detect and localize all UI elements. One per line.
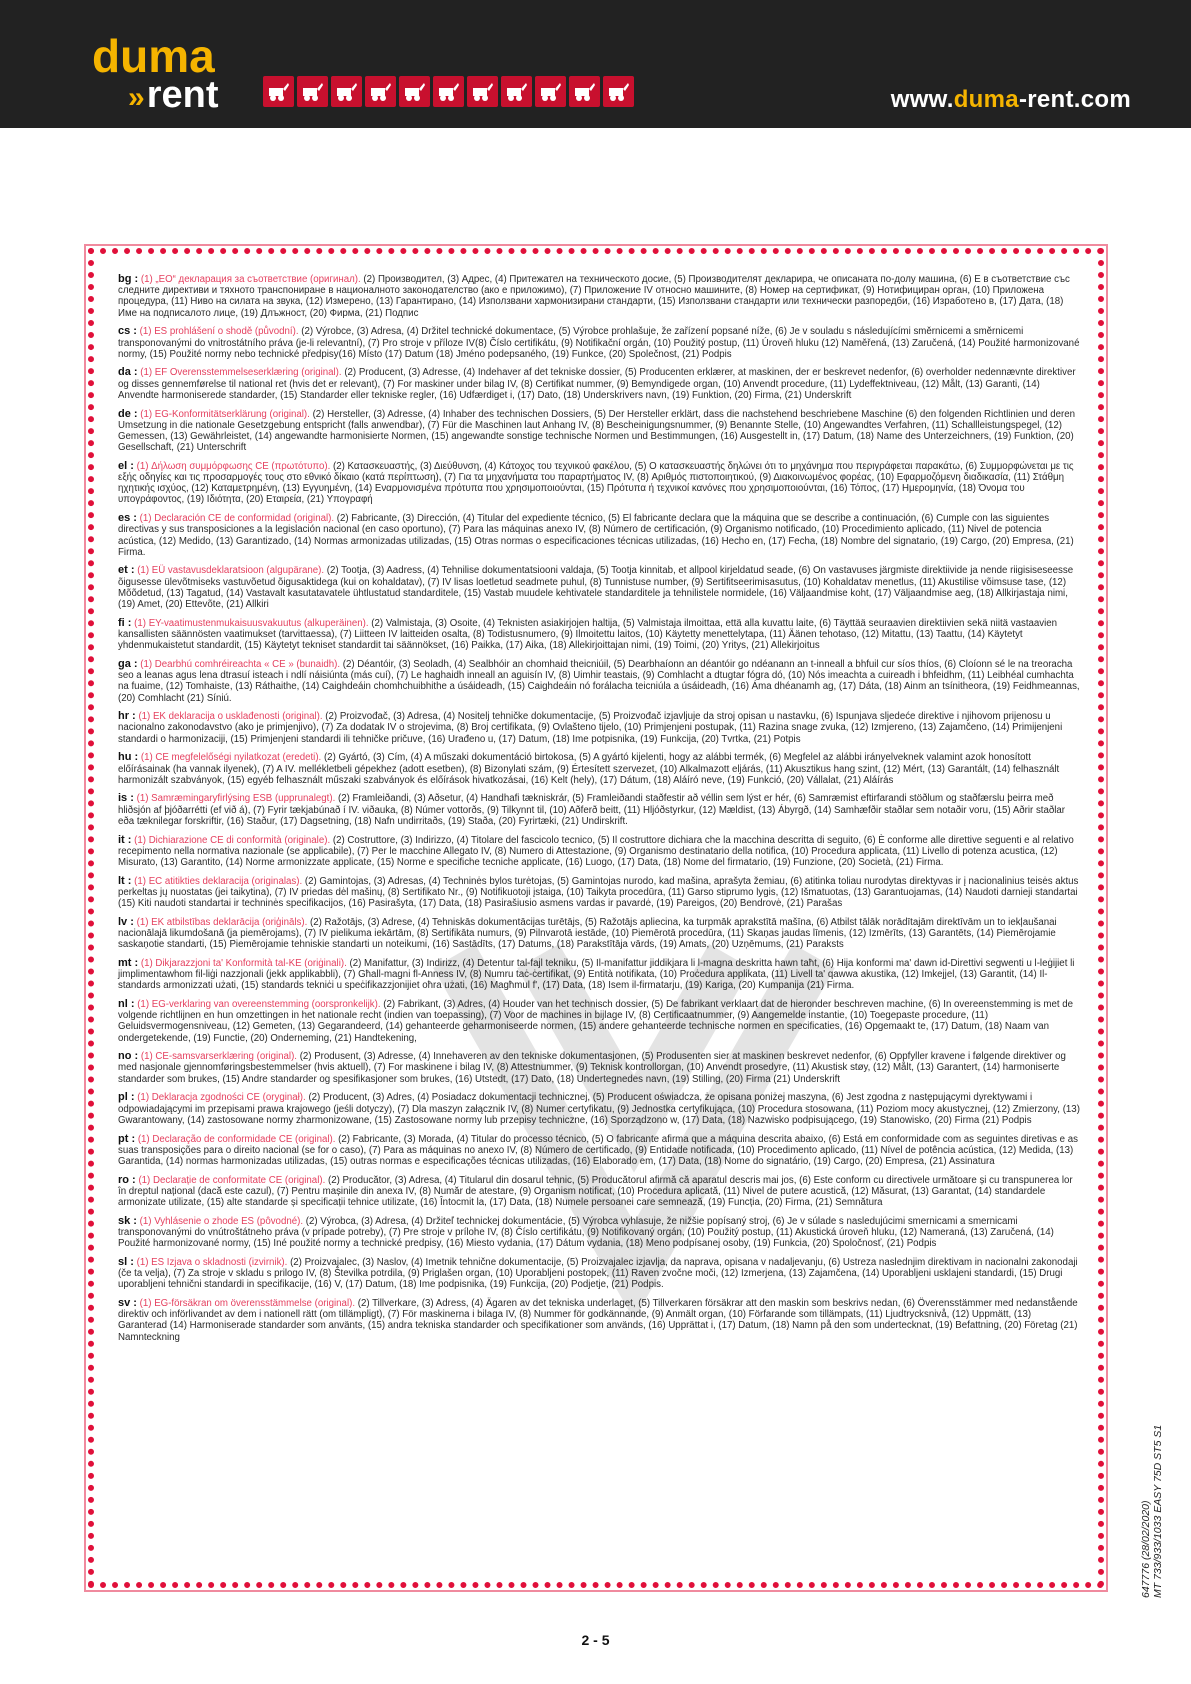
declaration-entry [118,659,1082,704]
declaration-title: (1) CE megfelelőségi nyilatkozat (eredeti). [140,752,322,764]
declaration-title: (1) Declarație de conformitate CE (original). [138,1174,326,1186]
declaration-entry [118,1134,1082,1168]
declaration-body: (2) Výrobca, (3) Adresa, (4) Držiteľ technickej dokumentácie, (5) Výrobca vyhlasuje, že nižšie popísaný stroj, (6) Je v súlade s nasledujúcimi smernicami a smernicami transponovanými do vnútroštátneho práva (v prípade potreby), (7) Pre stroje v prílohe IV, (8) Číslo certifikátu, (9) Notifikovaný orgán, (10) Použitý postup, (11) Akustická úroveň hluku, (12) Nameraná, (13) Zaručená, (14) Použité harmonizované normy, (15) Iné použité normy a technické predpisy, (16) Miesto vydania, (17) Dátum vydania, (18) Meno podpísanej osoby, (19) Funkcia, (20) Spoločnosť, (21) Podpis [118,1215,1054,1250]
logo-rent-text: rent [146,74,219,116]
declaration-title: (1) EC atitikties deklaracija (originalas). [134,875,303,887]
declaration-body: (2) Tillverkare, (3) Adress, (4) Ägaren av det tekniska underlaget, (5) Tillverkaren försäkrar att den maskin som beskrivs nedan, (6) Överensstämmer med nedanstående direktiv och införlivandet av dem i nationell rätt (om tillämpligt), (7) För maskinerna i bilaga IV, (8) Nummer för godkännande, (9) Anmält organ, (10) Förfarande som tillämpats, (11) Ljudtrycksnivå, (12) Uppmätt, (13) Garanterad (14) Harmoniserade standarder som använts, (15) andra tekniska standarder och specifikationer som används, (16) Upprättat i, (17) Datum, (18) Namn på den som undertecknat, (19) Befattning, (20) Företag (21) Namnteckning [118,1297,1078,1343]
document-reference [1140,1425,1164,1598]
ce-declaration-box [88,248,1104,1588]
doc-ref-date: 647776 (28/02/2020) [1140,1500,1152,1598]
declaration-body: (2) Framleiðandi, (3) Aðsetur, (4) Handhafi tækniskrár, (5) Framleiðandi staðfestir að véllin sem lýst er hér, (6) Samræmist eftirfarandi stöðlum og staðfærslu þeirra með hliðsjón af þjóðarrétti (ef við á), (7) Fyrir tækjabúnað í IV. viðauka, (8) Númer vottorðs, (9) Tilkynnt til, (10) Aðferð beitt, (11) Hljóðstyrkur, (12) Mældist, (13) Ábyrgð, (14) Samhæfðir staðlar sem notaðir voru, (15) Aðrir staðlar eða tæknilegar forskriftir, (16) Staður, (17) Dagsetning, (18) Nafn undirritaðs, (19) Staða, (20) Fyrirtæki, (21) Undirskrift. [118,793,1066,827]
compactor-icon[interactable] [331,76,362,107]
url-brand: duma [953,86,1019,113]
forklift-icon[interactable] [365,76,396,107]
page-number: 2 - 5 [581,1632,610,1648]
declaration-entry [118,367,1082,401]
language-entries-list [118,274,1082,1343]
declaration-title: (1) ES prohlášení o shodě (původní). [139,326,299,338]
duma-rent-logo[interactable] [92,30,219,117]
language-code: lv : [118,915,134,928]
crane-arm-icon[interactable] [569,76,600,107]
declaration-entry [118,618,1082,652]
declaration-body: (2) Fabricante, (3) Morada, (4) Titular do processo técnico, (5) O fabricante afirma que a máquina descrita abaixo, (6) Está em conformidade com as seguintes diretivas e as suas transposições para o direito nacional (se for o caso), (7) Para as máquinas no anexo IV, (8) Número de certificado, (9) Entidade notificada, (10) Procedimento aplicado, (11) Nível de potência acústica, (12) Medida, (13) Garantida, (14) normas harmonizadas utilizadas, (15) outras normas e especificações técnicas utilizadas, (16) Elaborado em, (17) Data, (18) Nome do signatário, (19) Cargo, (20) Empresa, (21) Assinatura [118,1133,1078,1167]
language-code: fi : [118,616,132,629]
declaration-body: (2) Manifattur, (3) Indirizz, (4) Detentur tal-fajl tekniku, (5) Il-manifattur jiddikjara li l-magna deskritta hawn taħt, (6) Hija konformi ma' dawn id-Direttivi segwenti u l-leġijiet li jimplimentawhom fil-liġi nazzjonali (jekk applikabbli), (7) Għall-magni fl-Anness IV, (8) Numru taċ-ċertifikat, (9) Entità notifikata, (10) Proċedura applikata, (11) Livell ta' qawwa akustika, (12) Imkejjel, (13) Garantit, (14) Il-standards armonizzati użati, (15) standards tekniċi u speċifikazzjonijiet oħra użati, (16) Magħmul f', (17) Data, (18) Isem il-firmatarju, (19) Kariga, (20) Kumpanija (21) Firma. [118,957,1075,992]
declaration-title: (1) EG-verklaring van overeenstemming (oorspronkelijk). [137,998,381,1010]
website-url[interactable] [891,86,1131,114]
language-code: lt : [118,874,132,887]
declaration-entry [118,752,1082,786]
declaration-title: (1) Δήλωση συμμόρφωσης CE (πρωτότυπο). [136,460,331,472]
declaration-body: (2) Gyártó, (3) Cím, (4) A műszaki dokumentáció birtokosa, (5) A gyártó kijelenti, hogy az alábbi termék, (6) Megfelel az alábbi irányelveknek valamint azok honosított előírásainak (ha vannak ilyenek), (7) A IV. mellékletbeli gépekhez (adott esetben), (8) Bizonylati szám, (9) Értesített szervezet, (10) Alkalmazott eljárás, (11) Akusztikus hang szint, (12) Mért, (13) Garantált, (14) felhasznált harmonizált szabványok, (15) egyéb felhasznált műszaki szabványok és előírások hivatkozásai, (16) Kelt (hely), (17) Dátum, (18) Aláíró neve, (19) Funkció, (20) Vállalat, (21) Aláírás [118,752,1060,786]
declaration-title: (1) Deklaracja zgodności CE (oryginał). [137,1092,306,1104]
logo-arrow: » [128,81,145,114]
excavator-icon[interactable] [467,76,498,107]
declaration-entry [118,1175,1082,1209]
declaration-body: (2) Výrobce, (3) Adresa, (4) Držitel technické dokumentace, (5) Výrobce prohlašuje, že zařízení popsané níže, (6) Je v souladu s následujícími směrnicemi a směrnicemi transponovanými do vnitrostátního práva (je-li relevantní), (7) Pro stroje v příloze IV(8) Číslo certifikátu, (9) Notifikační orgán, (10) Použitý postup, (11) Úroveň hluku (12) Naměřená, (13) Zaručená, (14) Použité harmonizované normy, (15) Použité normy nebo technické předpisy(16) Místo (17) Datum (18) Jméno podepsaného, (19) Funkce, (20) Společnost, (21) Podpis [118,326,1080,360]
language-code: de : [118,407,138,420]
declaration-body: (2) Fabrikant, (3) Adres, (4) Houder van het technisch dossier, (5) De fabrikant verklaart dat de hieronder beschreven machine, (6) In overeenstemming is met de volgende richtlijnen en hun omzettingen in het nationale recht (indien van toepassing), (7) Voor de machines in bijlage IV, (8) Certificaatnummer, (9) Aangemelde instantie, (10) Toegepaste procedure, (11) Geluidsvermogensniveau, (12) Gemeten, (13) Gegarandeerd, (14) gehanteerde geharmoniseerde normen, (15) andere gehanteerde technische normen en specificaties, (16) Opgemaakt te, (17) Datum, (18) Naam van ondergetekende, (19) Functie, (20) Onderneming, (21) Handtekening, [118,998,1074,1044]
language-code: hu : [118,751,139,764]
declaration-title: (1) Samræmingaryfirlýsing ESB (upprunalegt). [136,793,336,805]
language-code: bg : [118,273,139,285]
declaration-body: (2) Costruttore, (3) Indirizzo, (4) Titolare del fascicolo tecnico, (5) Il costruttore dichiara che la macchina descritta di seguito, (6) È conforme alle direttive seguenti e al relativo recepimento nella normativa nazionale (se applicabile), (7) Per le macchine Allegato IV, (8) Numero di Attestazione, (9) Organismo destinatario della notifica, (10) Procedura applicata, (11) Livello di potenza acustica, (12) Misurato, (13) Garantito, (14) Norme armonizzate applicate, (15) Norme e specifiche tecniche applicate, (16) Luogo, (17) Data, (18) Nome del firmatario, (19) Funzione, (20) Società, (21) Firma. [118,834,1074,868]
language-code: ga : [118,657,138,670]
language-code: sk : [118,1214,137,1227]
language-code: it : [118,833,132,846]
declaration-entry [118,793,1082,827]
declaration-body: (2) Fabricante, (3) Dirección, (4) Titular del expediente técnico, (5) El fabricante declara que la máquina que se describe a continuación, (6) Cumple con las siguientes directivas y sus transposiciones a la legislación nacional (en caso oportuno), (7) Para las máquinas anexo IV, (8) Número de certificación, (9) Organismo notificado, (10) Procedimiento aplicado, (11) Nivel de potencia acústica, (12) Medido, (13) Garantizado, (14) Normas armonizadas utilizadas, (15) Otras normas o especificaciones técnicas utilizadas, (16) Hecho en, (17) Fecha, (18) Nombre del signatario, (19) Cargo, (20) Empresa, (21) Firma. [118,513,1074,558]
declaration-title: (1) EK deklaracija o usklađenosti (original). [138,711,323,723]
url-prefix: www. [890,86,954,113]
declaration-title: (1) „ЕО“ декларация за съответствие (оригинал). [140,274,361,285]
language-code: sv : [118,1296,137,1309]
language-code: pt : [118,1132,136,1145]
declaration-entry [118,274,1082,319]
declaration-entry [118,1257,1082,1291]
machine-icons-strip [263,76,634,107]
language-code: hr : [118,710,136,723]
declaration-title: (1) Declaração de conformidade CE (original). [137,1133,336,1145]
declaration-title: (1) ES Izjava o skladnosti (izvirnik). [136,1256,288,1268]
declaration-title: (1) EK atbilstības deklarācija (oriģināls). [136,916,308,928]
declaration-body: (2) Valmistaja, (3) Osoite, (4) Teknisten asiakirjojen haltija, (5) Valmistaja ilmoittaa, että alla kuvattu laite, (6) Täyttää seuraavien direktiivien sekä niitä vastaavien kansallisten säännösten vaatimukset (tarvittaessa), (7) Liitteen IV laitteiden osalta, (8) Todistusnumero, (9) Ilmoitettu laitos, (10) Käytetty menettelytapa, (11) Äänen tehotaso, (12) Mitattu, (13) Taattu, (14) Käytetyt yhdenmukaistetut standardit, (15) Käytetyt tekniset standardit tai säännökset, (16) Paikka, (17) Aika, (18) Allekirjoittajan nimi, (19) Toimi, (20) Yritys, (21) Allekirjoitus [118,617,1058,652]
declaration-title: (1) EÜ vastavusdeklaratsioon (algupärane). [137,565,325,577]
url-suffix: -rent.com [1018,86,1131,113]
declaration-title: (1) Dikjarazzjoni ta' Konformità tal-KE (oriġinali). [140,957,347,969]
declaration-title: (1) Dichiarazione CE di conformità (originale). [134,834,331,846]
declaration-entry [118,958,1082,992]
declaration-body: (2) Производител, (3) Адрес, (4) Притежател на техническото досие, (5) Производителят декларира, че описаната по-долу машина, (6) Е в съответствие със следните директиви и тяхното транспониране в националното законодателство (ако е приложимо), (7) Приложение IV относно машините, (8) Номер на сертификат, (9) Нотифициран орган, (10) Приложена процедура, (11) Ниво на силата на звука, (12) Измерено, (13) Гарантирано, (14) Използвани хармонизирани стандарти, (15) Използвани стандарти или технически разпоредби, (16) Изработено в, (17) Дата, (18) Име на подписалото лице, (19) Длъжност, (20) Фирма, (21) Подпис [118,274,1070,319]
declaration-title: (1) Declaración CE de conformidad (original). [139,513,335,525]
language-code: da : [118,366,138,379]
declaration-body: (2) Hersteller, (3) Adresse, (4) Inhaber des technischen Dossiers, (5) Der Hersteller erklärt, dass die nachstehend beschriebene Maschine (6) den folgenden Richtlinien und deren Umsetzung in die nationale Gesetzgebung entspricht (falls anwendbar), (7) Für die Maschinen laut Anhang IV, (8) Bescheinigungsnummer, (9) Benannte Stelle, (10) Angewandtes Verfahren, (11) Schallleistungspegel, (12) Gemessen, (13) Gewährleistet, (14) angewandte harmonisierte Normen, (15) angewandte sonstige technische Normen und Bestimmungen, (16) Ausgestellt in, (17) Datum, (18) Name des Unterzeichners, (19) Funktion, (20) Gesellschaft, (21) Unterschrift [118,408,1076,454]
declaration-body: (2) Producent, (3) Adres, (4) Posiadacz dokumentacji technicznej, (5) Producent oświadcza, że opisana poniżej maszyna, (6) Jest zgodna z następującymi dyrektywami i odpowiadającymi im przepisami prawa krajowego (jeśli dotyczy), (7) Dla maszyn załącznik IV, (8) Numer certyfikatu, (9) Jednostka certyfikująca, (10) Procedura stosowana, (11) Poziom mocy akustycznej, (12) Zmierzony, (13) Gwarantowany, (14) zastosowane normy zharmonizowane, (15) Zastosowane normy lub przepisy techniczne, (16) Sporządzono w, (17) Data, (18) Nazwisko podpisującego, (19) Stanowisko, (20) Firma (21) Podpis [118,1092,1080,1126]
declaration-title: (1) EF Overensstemmelseserklæring (original). [140,367,342,379]
declaration-entry [118,876,1082,910]
logo-word-duma: duma [92,30,215,82]
declaration-entry [118,711,1082,745]
language-code: pl : [118,1091,135,1104]
scissor-lift-icon[interactable] [297,76,328,107]
declaration-body: (2) Tootja, (3) Aadress, (4) Tehnilise dokumentatsiooni valdaja, (5) Tootja kinnitab, et allpool kirjeldatud seade, (6) On vastavuses järgmiste direktiivide ja nende riigisiseseesse õigusesse ülevõtmiseks vastuvõetud õigusaktidega (kui on kohaldatav), (7) IV lisas loetletud seadmete puhul, (8) Tunnistuse number, (9) Sertifitseerimisasutus, (10) Kohaldatav menetlus, (11) Akustilise võimsuse tase, (12) Mõõdetud, (13) Tagatud, (14) Vastavalt kasutatavatele ühtlustatud standarditele, (15) Vastab muudele kehtivatele standarditele ja tehnilistele normidele, (16) Väljaandmise koht, (17) Väljaandmise aeg, (18) Allkirjastaja nimi, (19) Amet, (20) Ettevõte, (21) Allkiri [118,565,1074,611]
declaration-entry [118,1051,1082,1085]
declaration-title: (1) CE-samsvarserklæring (original). [140,1051,297,1063]
declaration-entry [118,513,1082,558]
language-code: no : [118,1050,139,1063]
declaration-body: (2) Producător, (3) Adresa, (4) Titularul din dosarul tehnic, (5) Producătorul afirmă că aparatul descris mai jos, (6) Este conform cu directivele următoare și cu transpunerea lor în dreptul național (dacă este cazul), (7) Pentru mașinile din anexa IV, (8) Număr de atestare, (9) Organism notificat, (10) Procedura aplicată, (11) Nivel de putere acustică, (12) Măsurat, (13) Garantat, (14) standardele armonizate utilizate, (15) alte standarde și specificații tehnice utilizate, (16) Întocmit la, (17) Data, (18) Numele persoanei care semnează, (19) Funcția, (20) Firma, (21) Semnătura [118,1174,1073,1209]
declaration-entry [118,1092,1082,1126]
doc-ref-models: MT 733/933/1033 EASY 75D ST5 S1 [1152,1424,1164,1598]
declaration-entry [118,461,1082,506]
declaration-title: (1) Dearbhú comhréireachta « CE » (bunaidh). [140,658,341,670]
declaration-title: (1) EG-försäkran om överensstämmelse (original). [139,1297,356,1309]
language-code: sl : [118,1255,134,1268]
declaration-entry [118,326,1082,360]
logo-word-rent [128,76,218,117]
language-code: mt : [118,956,139,969]
declaration-body: (2) Proizvođač, (3) Adresa, (4) Nositelj tehničke dokumentacije, (5) Proizvođač izjavljuje da stroj opisan u nastavku, (6) Ispunjava sljedeće direktive i njihovom prijenosu u nacionalno zakonodavstvo (ako je primjenjivo), (7) Za dodatak IV o strojevima, (8) Broj certifikata, (9) Ovlašteno tijelo, (10) Primjenjeni postupak, (11) Razina snage zvuka, (12) Izmjereno, (13) Zajamčeno, (14) Primijenjeni standardi o harmonizaciji, (15) Primjenjeni standardi ili tehničke pričuve, (16) Urađeno u, (17) Datum, (18) Ime potpisnika, (19) Funkcija, (20) Tvrtka, (21) Potpis [118,711,1063,745]
language-code: et : [118,564,135,577]
roller-icon[interactable] [433,76,464,107]
declaration-body: (2) Déantóir, (3) Seoladh, (4) Sealbhóir an chomhaid theicniúil, (5) Dearbhaíonn an déantóir go ndéanann an t-inneall a bhfuil cur síos thíos, (6) Cloíonn sé le na treoracha seo a leanas agus lena dtrasuí isteach i ndlí náisiúnta (más cuí), (7) Le haghaidh inneall an aguisín IV, (8) Uimhir teastais, (9) Comhlacht a dtugtar fógra dó, (10) Nós imeachta a cuireadh i bhfeidhm, (11) Leibhéal cumhachta na fuaime, (12) Tomhaiste, (13) Ráthaithe, (14) Caighdeáin chomhchuibhithe a úsáideadh, (15) Caighdeáin nó forálacha teicniúla a úsáideadh, (16) Áma dhéanamh ag, (17) Dáta, (18) Ainm an tsínitheora, (19) Feidhmeannas, (20) Comhlacht (21) Síniú. [118,658,1080,704]
declaration-entry [118,999,1082,1044]
header-bar [0,0,1191,128]
declaration-body: (2) Ražotājs, (3) Adrese, (4) Tehniskās dokumentācijas turētājs, (5) Ražotājs apliecina, ka turpmāk aprakstītā mašīna, (6) Atbilst tālāk norādītajām direktīvām un to iekļaušanai nacionālajā likumdošanā (ja piemērojams), (7) IV pielikuma iekārtām, (8) Sertifikāta numurs, (9) Pilnvarotā iestāde, (10) Piemērotā procedūra, (11) Skaņas jaudas līmenis, (12) Izmērīts, (13) Garantēts, (14) Piemērojamie saskaņotie standarti, (15) Piemērojamie tehniskie standarti un noteikumi, (16) Sastādīts, (17) Datums, (18) Parakstītāja vārds, (19) Amats, (20) Uzņēmums, (21) Paraksts [118,916,1057,951]
mini-excavator-icon[interactable] [501,76,532,107]
language-code: ro : [118,1173,136,1186]
language-code: nl : [118,997,135,1010]
declaration-entry [118,1216,1082,1250]
language-code: cs : [118,325,137,338]
declaration-body: (2) Producent, (3) Adresse, (4) Indehaver af det tekniske dossier, (5) Producenten erklærer, at maskinen, der er beskrevet nedenfor, (6) overholder nedennævnte direktiver og disses gennemførelse til national ret (hvis det er relevant), (7) For maskiner under bilag IV, (8) Certifikat nummer, (9) Bemyndigede organ, (10) Anvendt procedure, (11) Lydeffektniveau, (12) Målt, (13) Garanti, (14) Anvendte harmoniserede standarder, (15) Standarder eller tekniske regler, (16) Udfærdiget i, (17) Dato, (18) Underskrivers navn, (19) Funktion, (20) Firma, (21) Underskrift [118,367,1076,401]
declaration-body: (2) Gamintojas, (3) Adresas, (4) Techninės bylos turėtojas, (5) Gamintojas nurodo, kad mašina, aprašyta žemiau, (6) atitinka toliau nurodytas direktyvas ir į nacionalinius teisės aktus perkeltas jų nuostatas (jei taikytina), (7) IV priedas dėl mašinų, (8) Sertifikato Nr., (9) Notifikuotoji įstaiga, (10) Taikyta procedūra, (11) Garso stiprumo lygis, (12) Išmatuotas, (13) Garantuojamas, (14) Naudoti darnieji standartai (15) Kiti naudoti standartai ir techninės specifikacijos, (16) Pasirašyta, (17) Data, (18) Pasirašiusio asmens vardas ir pavardė, (19) Pareigos, (20) Bendrovė, (21) Parašas [118,875,1079,910]
declaration-body: (2) Κατασκευαστής, (3) Διεύθυνση, (4) Κάτοχος του τεχνικού φακέλου, (5) Ο κατασκευαστής δηλώνει ότι το μηχάνημα που περιγράφεται παρακάτω, (6) Συμμορφώνεται με τις εξής οδηγίες και τις προσαρμογές τους στο εθνικό δίκαιο (κατά περίπτωση), (7) Για τα μηχανήματα του παραρτήματος IV, (8) Αριθμός πιστοποιητικού, (9) Διακοινωμένος φορέας, (10) Εφαρμοζόμενη διαδικασία, (11) Στάθμη ηχητικής ισχύος, (12) Καταμετρημένη, (13) Εγγυημένη, (14) Εναρμονισμένα πρότυπα που χρησιμοποιούνται, (15) Πρότυπα ή τεχνικοί κανόνες που χρησιμοποιούνται, (16) Τόπος, (17) Ημερομηνία, (18) Όνομα του υπογράφοντος, (19) Ιδιότητα, (20) Εταιρεία, (21) Υπογραφή [118,460,1074,506]
declaration-body: (2) Produsent, (3) Adresse, (4) Innehaveren av den tekniske dokumentasjonen, (5) Produsenten sier at maskinen beskrevet nedenfor, (6) Oppfyller kravene i følgende direktiver og med nasjonale gjennomføringsbestemmelser (hvis aktuell), (7) For maskinene i bilag IV, (8) Attestnummer, (9) Teknisk kontrollorgan, (10) Anvendt prosedyre, (11) Akustisk støy, (12) Målt, (13) Garantert, (14) harmoniserte standarder som brukes, (15) Andre standarder og spesifikasjoner som brukes, (16) Utstedt, (17) Dato, (18) Undertegnedes navn, (19) Stilling, (20) Firma (21) Underskrift [118,1051,1066,1085]
declaration-entry [118,565,1082,610]
declaration-entry [118,835,1082,869]
boom-lift-icon[interactable] [535,76,566,107]
language-code: is : [118,792,134,805]
declaration-entry [118,1298,1082,1343]
language-code: es : [118,512,137,525]
skid-steer-icon[interactable] [263,76,294,107]
language-code: el : [118,459,134,472]
declaration-title: (1) Vyhlásenie o zhode ES (pôvodné). [139,1215,304,1227]
declaration-body: (2) Proizvajalec, (3) Naslov, (4) Imetnik tehnične dokumentacije, (5) Proizvajalec izjavlja, da naprava, opisana v nadaljevanju, (6) Ustreza naslednjim direktivam in nacionalni zakonodaji (če ta velja), (7) Za stroje v skladu s prilogo IV, (8) Številka potrdila, (9) Priglašen organ, (10) Uporabljeni postopek, (11) Raven zvočne moči, (12) Izmerjena, (13) Zajamčena, (14) Uporabljeni usklajeni standardi, (15) Drugi uporabljeni tehnični standardi in specifikacije, (16) V, (17) Datum, (18) Ime podpisnika, (19) Funkcija, (20) Podjetje, (21) Podpis. [118,1256,1078,1291]
declaration-title: (1) EG-Konformitätserklärung (original). [140,408,310,420]
declaration-entry [118,917,1082,951]
declaration-entry [118,409,1082,454]
declaration-title: (1) EY-vaatimustenmukaisuusvakuutus (alkuperäinen). [134,617,369,629]
tractor-icon[interactable] [399,76,430,107]
trailer-icon[interactable] [603,76,634,107]
